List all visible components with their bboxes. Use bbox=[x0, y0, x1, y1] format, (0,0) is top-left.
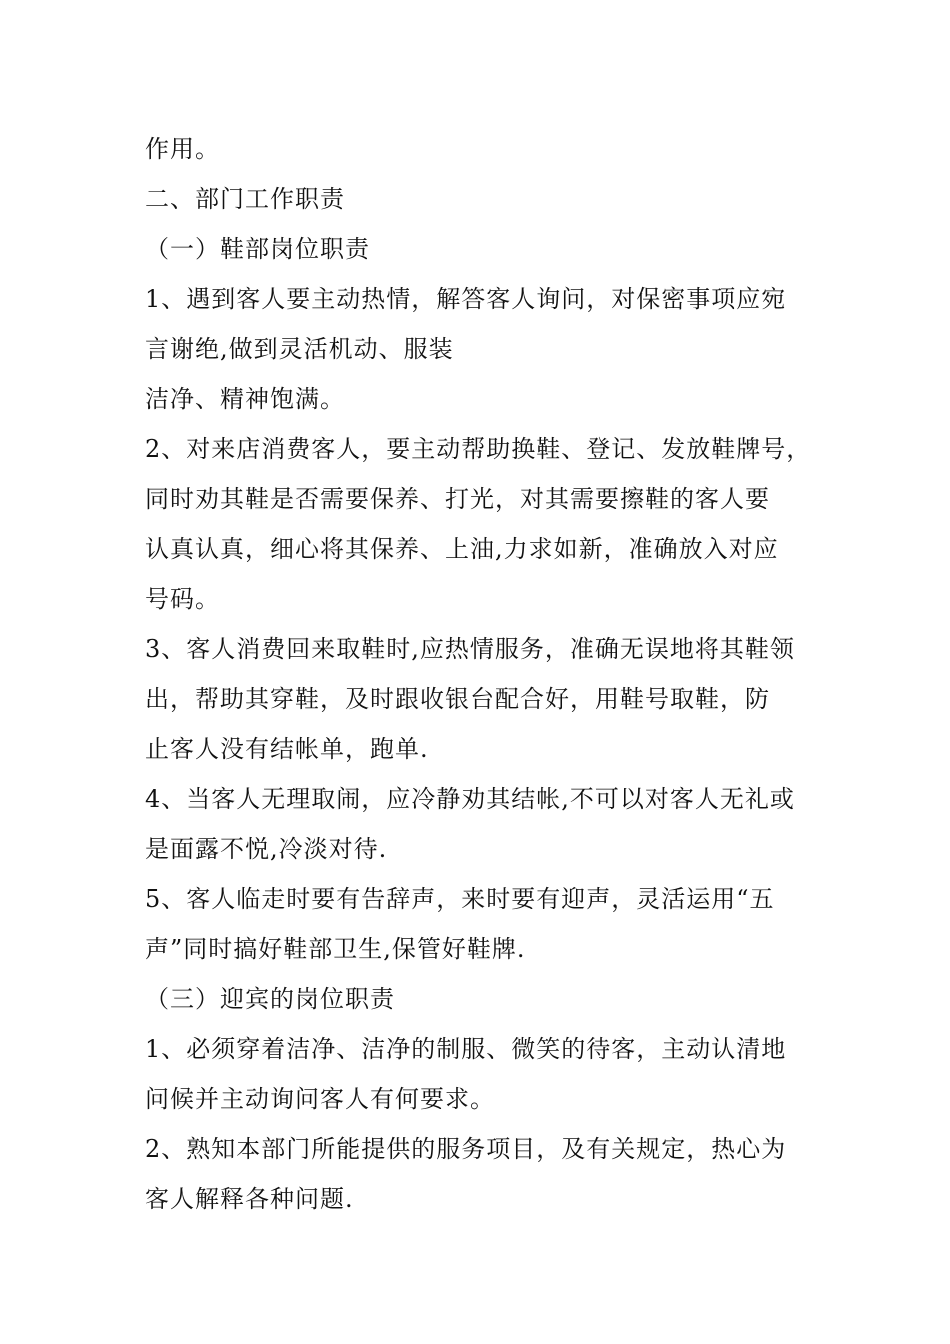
text-line: 认真认真，细心将其保养、上油,力求如新，准确放入对应 bbox=[145, 535, 779, 563]
text-line: 1、遇到客人要主动热情，解答客人询问，对保密事项应宛 bbox=[145, 285, 787, 313]
text-line: 问候并主动询问客人有何要求。 bbox=[145, 1085, 495, 1113]
text-line: 5、客人临走时要有告辞声，来时要有迎声，灵活运用“五 bbox=[145, 885, 775, 913]
text-line: 4、当客人无理取闹，应冷静劝其结帐,不可以对客人无礼或 bbox=[145, 785, 795, 813]
text-line: 1、必须穿着洁净、洁净的制服、微笑的待客，主动认清地 bbox=[145, 1035, 787, 1063]
text-line: 出，帮助其穿鞋，及时跟收银台配合好，用鞋号取鞋，防 bbox=[145, 685, 770, 713]
subsection-heading: （一）鞋部岗位职责 bbox=[145, 235, 370, 263]
text-line: 2、对来店消费客人，要主动帮助换鞋、登记、发放鞋牌号， bbox=[145, 435, 812, 463]
text-line: 是面露不悦,冷淡对待. bbox=[145, 835, 388, 863]
text-line: 同时劝其鞋是否需要保养、打光，对其需要擦鞋的客人要 bbox=[145, 485, 770, 513]
text-line: 2、熟知本部门所能提供的服务项目，及有关规定，热心为 bbox=[145, 1135, 787, 1163]
subsection-heading: （三）迎宾的岗位职责 bbox=[145, 985, 395, 1013]
section-heading: 二、部门工作职责 bbox=[145, 185, 345, 213]
text-line: 声”同时搞好鞋部卫生,保管好鞋牌. bbox=[145, 935, 526, 963]
document-body bbox=[145, 124, 815, 1224]
text-line: 客人解释各种问题. bbox=[145, 1185, 354, 1213]
text-line: 言谢绝,做到灵活机动、服装 bbox=[145, 335, 454, 363]
text-line: 洁净、精神饱满。 bbox=[145, 385, 345, 413]
text-line: 号码。 bbox=[145, 585, 220, 613]
text-line: 3、客人消费回来取鞋时,应热情服务，准确无误地将其鞋领 bbox=[145, 635, 795, 663]
text-line: 作用。 bbox=[145, 135, 220, 163]
text-line: 止客人没有结帐单，跑单. bbox=[145, 735, 429, 763]
